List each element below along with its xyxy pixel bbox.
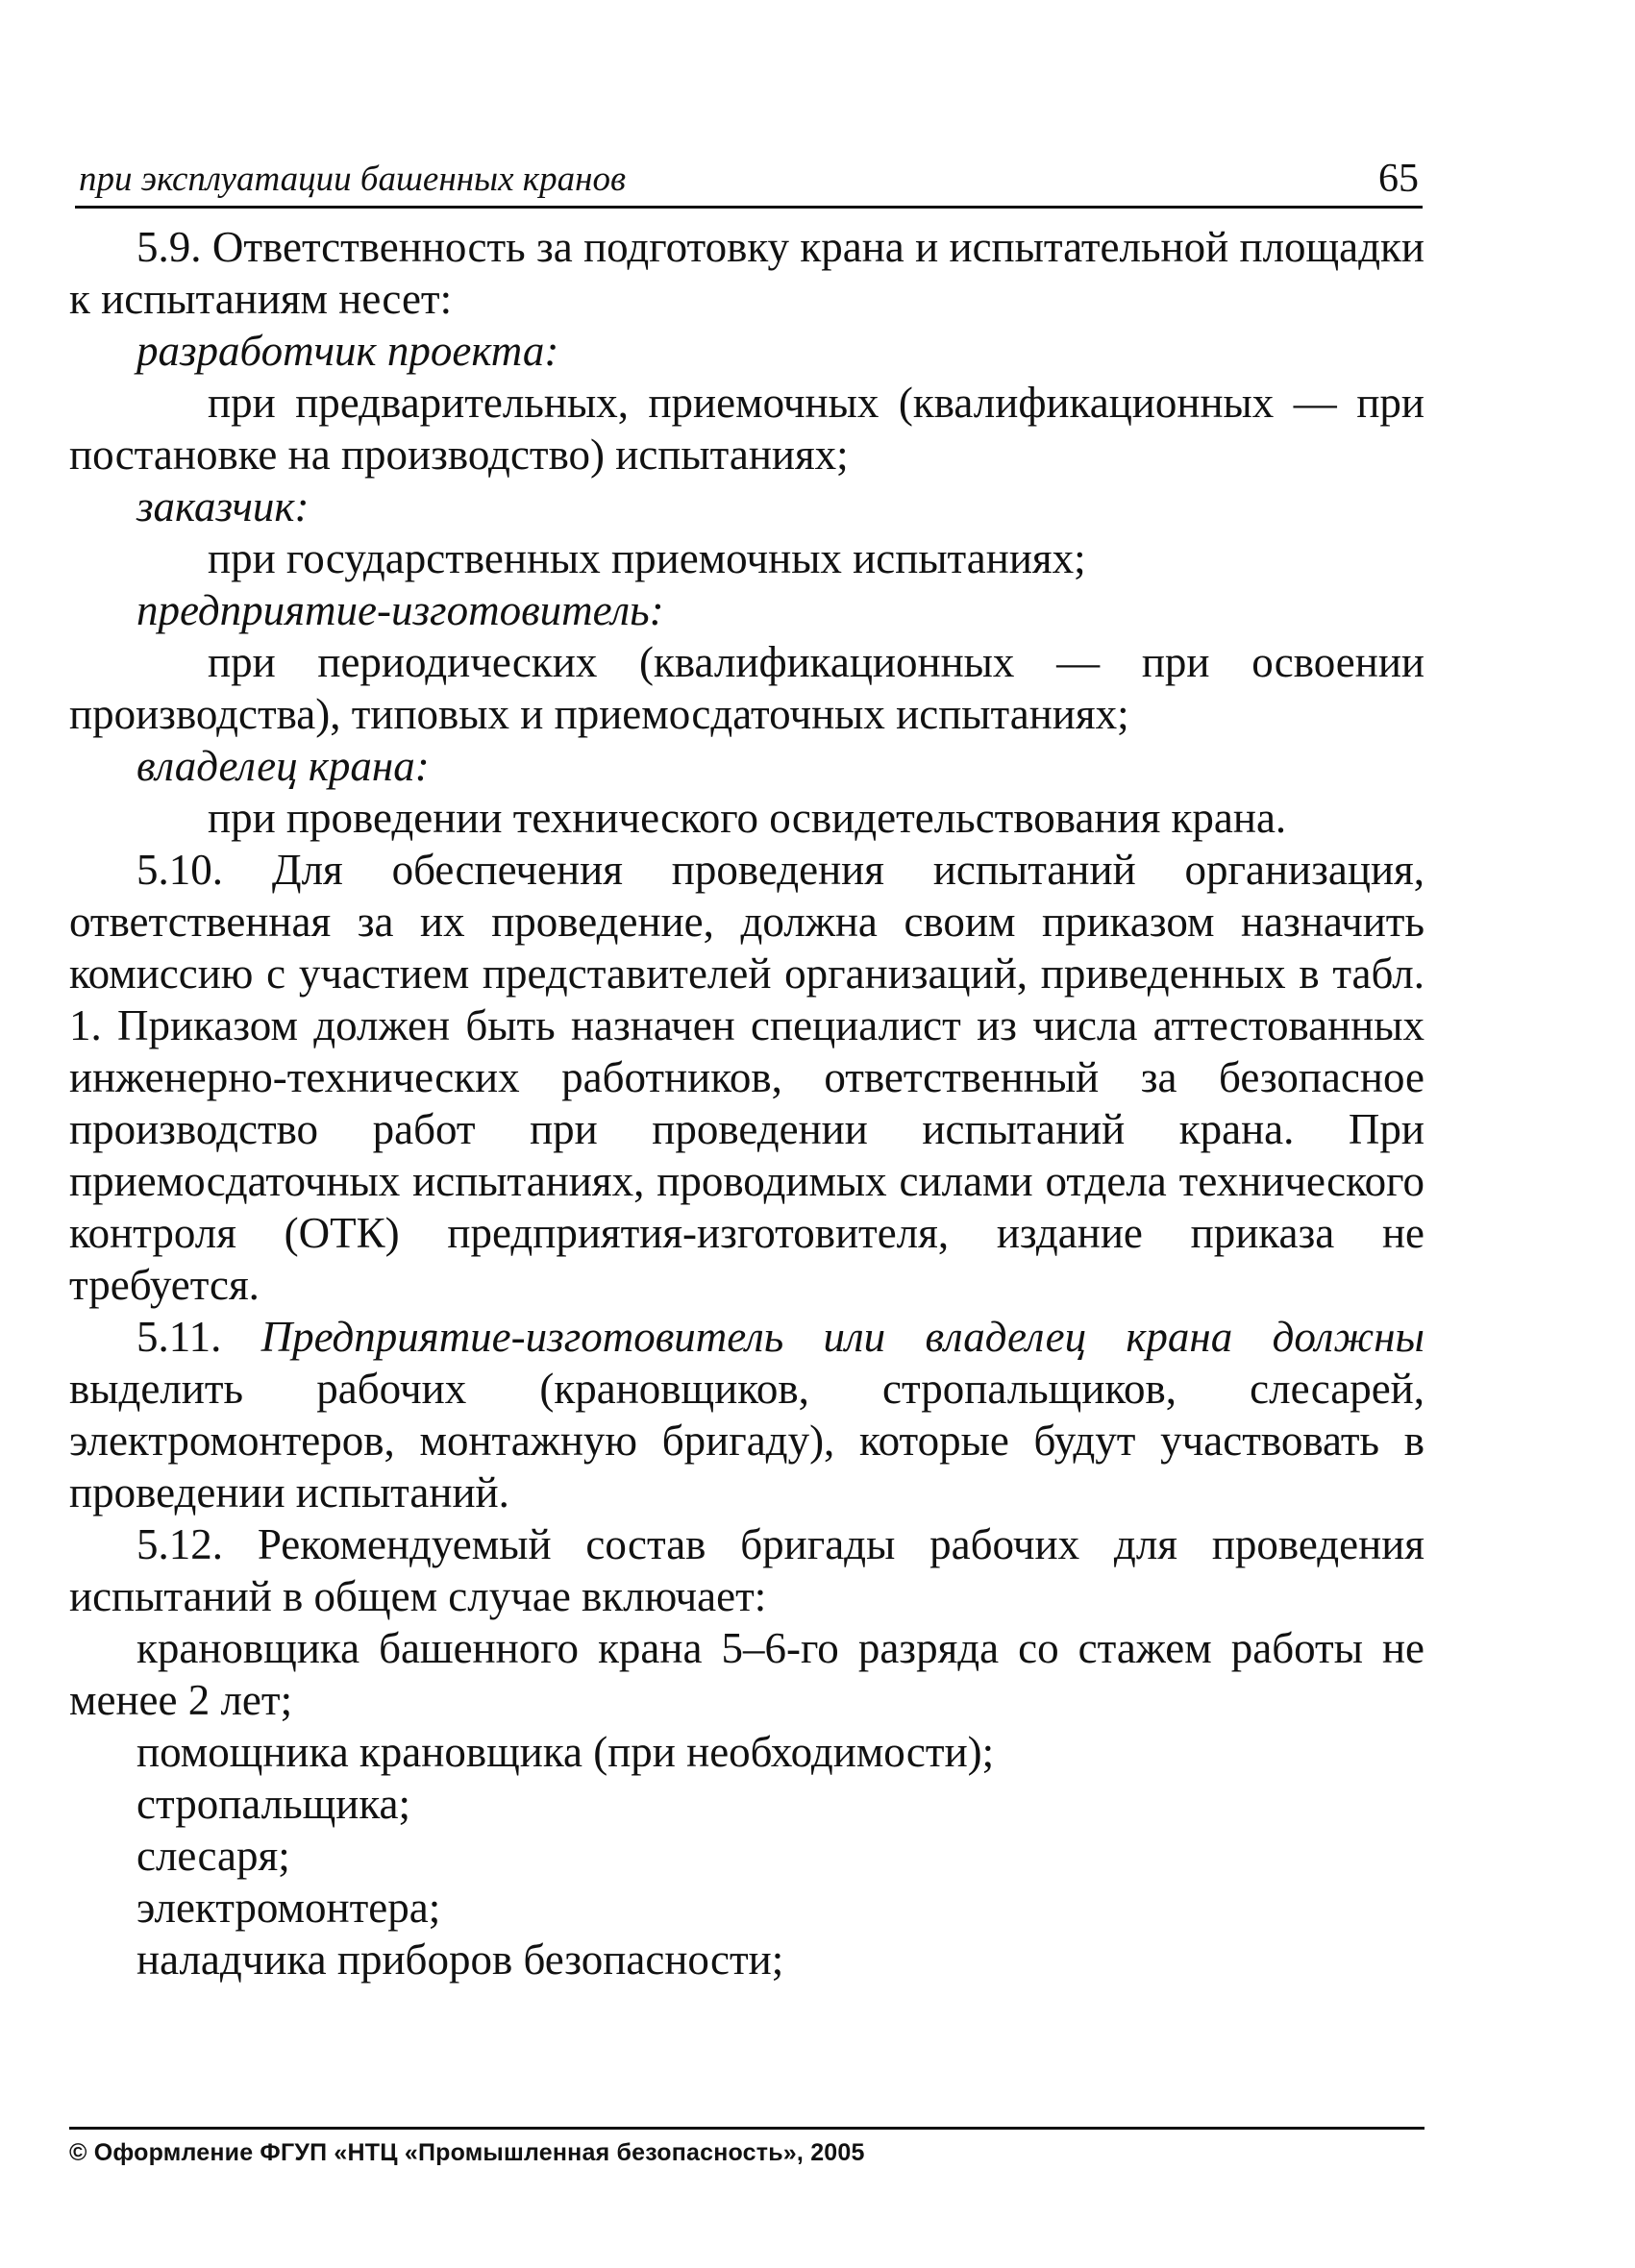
- paragraph-5-12: 5.12. Рекомендуемый состав бригады рабочих для проведения испытаний в общем случае включает:: [69, 1520, 1424, 1620]
- running-title: при эксплуатации башенных кранов: [79, 160, 627, 199]
- list-item: крановщика башенного крана 5–6-го разряда со стажем работы не менее 2 лет;: [69, 1624, 1424, 1724]
- paragraph-5-11: [69, 1311, 1424, 1518]
- list-item: наладчика приборов безопасности;: [136, 1935, 784, 1984]
- role-label: заказчик:: [136, 482, 310, 530]
- footer-divider: [69, 2127, 1424, 2130]
- list-item: электромонтера;: [136, 1884, 441, 1932]
- paragraph-5-11-rest: выделить рабочих (крановщиков, стропальщиков, слесарей, электромонтеров, монтажную бригаду), которые будут участвовать в проведении испытаний.: [69, 1365, 1424, 1516]
- role-text: при проведении технического освидетельствования крана.: [208, 794, 1287, 842]
- paragraph-5-11-italic: Предприятие-изготовитель или владелец крана должны: [260, 1313, 1424, 1361]
- page-number: 65: [1378, 157, 1419, 201]
- body-text: [69, 221, 1424, 1985]
- role-label: разработчик проекта:: [136, 327, 559, 375]
- paragraph-5-9: 5.9. Ответственность за подготовку крана и испытательной площадки к испытаниям несет:: [69, 223, 1424, 323]
- role-text: при государственных приемочных испытаниях;: [208, 534, 1086, 582]
- role-text: при предварительных, приемочных (квалификационных — при постановке на производство) испытаниях;: [69, 379, 1424, 479]
- role-label: предприятие-изготовитель:: [136, 586, 664, 634]
- paragraph-5-10: 5.10. Для обеспечения проведения испытаний организация, ответственная за их проведение, должна своим приказом назначить комиссию с участием представителей организаций, приведенных в табл. 1. Приказом должен быть назначен специалист из числа аттестованных инженерно-технических работников, ответственный за безопасное производство работ при проведении испытаний крана. При приемосдаточных испытаниях, проводимых силами отдела технического контроля (ОТК) предприятия-изготовителя, издание приказа не требуется.: [69, 846, 1424, 1309]
- list-item: стропальщика;: [136, 1780, 411, 1828]
- list-item: помощника крановщика (при необходимости);: [136, 1728, 995, 1776]
- list-item: слесаря;: [136, 1832, 290, 1880]
- role-text: при периодических (квалификационных — при освоении производства), типовых и приемосдаточных испытаниях;: [69, 638, 1424, 738]
- role-label: владелец крана:: [136, 742, 430, 790]
- copyright-footer: © Оформление ФГУП «НТЦ «Промышленная безопасность», 2005: [69, 2139, 865, 2166]
- paragraph-5-11-number: 5.11.: [136, 1313, 222, 1361]
- running-header: [75, 154, 1423, 209]
